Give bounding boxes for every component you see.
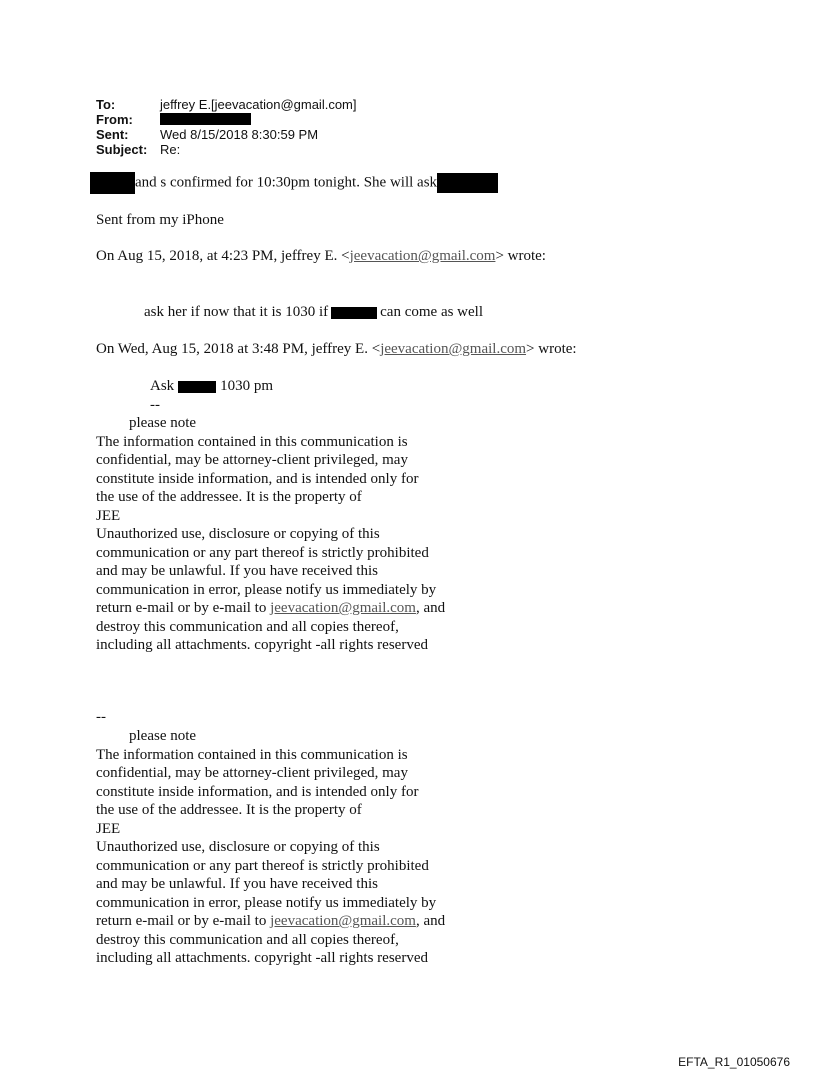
return-text: return e-mail or by e-mail to: [96, 913, 271, 929]
quote-header-2-end: > wrote:: [526, 341, 577, 357]
disclaimer-line: Unauthorized use, disclosure or copying of this: [96, 839, 380, 855]
disclaimer-line: JEE: [96, 507, 121, 524]
disclaimer-line: communication or any part thereof is strictly prohibited: [96, 857, 429, 874]
email-link[interactable]: jeevacation@gmail.com: [270, 600, 416, 616]
quote-header-2-text: On Wed, Aug 15, 2018 at 3:48 PM, jeffrey E. <: [96, 341, 381, 357]
redaction-box: [178, 381, 216, 393]
disclaimer-line: including all attachments. copyright -all rights reserved: [96, 637, 428, 653]
from-label: From:: [96, 112, 133, 127]
signature-separator: --: [150, 397, 160, 413]
quoted-message-1-text: ask her if now that it is 1030 if: [144, 304, 329, 320]
disclaimer-line: communication in error, please notify us immediately by: [96, 894, 437, 911]
disclaimer-title: please note: [129, 728, 197, 744]
disclaimer-line: constitute inside information, and is intended only for: [96, 783, 419, 800]
redaction-box: [331, 307, 377, 319]
disclaimer-return-line: [96, 912, 516, 931]
return-text-end: , and: [415, 913, 446, 929]
signature-separator: --: [96, 709, 106, 725]
quoted-message-2: [150, 377, 273, 396]
disclaimer-line: confidential, may be attorney-client privileged, may: [96, 452, 408, 468]
disclaimer-line: the use of the addressee. It is the property of: [96, 802, 362, 818]
reply-text: and s confirmed for 10:30pm tonight. She will ask: [135, 174, 438, 191]
disclaimer-title: please note: [129, 415, 197, 431]
subject-value: Re:: [160, 142, 181, 157]
disclaimer-line: the use of the addressee. It is the property of: [96, 489, 362, 505]
disclaimer-block-1: [96, 414, 516, 655]
return-text-end: , and: [415, 600, 446, 616]
disclaimer-block-2: [96, 727, 516, 968]
to-row: [96, 97, 357, 112]
disclaimer-line: and may be unlawful. If you have received this: [96, 876, 378, 892]
to-label: To:: [96, 97, 116, 112]
quote-header-1-text: On Aug 15, 2018, at 4:23 PM, jeffrey E. <: [96, 248, 350, 264]
disclaimer-line: communication in error, please notify us immediately by: [96, 581, 437, 598]
disclaimer-line: destroy this communication and all copies thereof,: [96, 931, 399, 948]
quoted-message-2-text: Ask: [150, 378, 175, 394]
disclaimer-line: communication or any part thereof is strictly prohibited: [96, 544, 429, 561]
to-value: jeffrey E.[jeevacation@gmail.com]: [160, 97, 357, 112]
sent-label: Sent:: [96, 127, 129, 142]
quoted-message-1: [144, 303, 483, 322]
subject-row: [96, 142, 357, 157]
disclaimer-line: confidential, may be attorney-client privileged, may: [96, 765, 408, 781]
from-row: [96, 112, 357, 127]
disclaimer-return-line: [96, 599, 516, 618]
disclaimer-line: destroy this communication and all copies thereof,: [96, 618, 399, 635]
signature-line: Sent from my iPhone: [96, 212, 224, 228]
sent-value: Wed 8/15/2018 8:30:59 PM: [160, 127, 319, 142]
quote-header-2: [96, 340, 577, 359]
quote-header-1-end: > wrote:: [495, 248, 546, 264]
redaction-box: [90, 172, 135, 194]
document-id: EFTA_R1_01050676: [678, 1055, 790, 1069]
reply-line: [90, 172, 498, 194]
disclaimer-line: The information contained in this communication is: [96, 746, 408, 763]
redaction-box: [437, 173, 498, 193]
disclaimer-line: and may be unlawful. If you have received this: [96, 563, 378, 579]
quote-header-1: [96, 247, 546, 266]
quoted-message-1-end: can come as well: [380, 304, 484, 320]
disclaimer-line: The information contained in this communication is: [96, 433, 408, 450]
subject-label: Subject:: [96, 142, 148, 157]
email-header: [96, 97, 357, 157]
quoted-message-2-end: 1030 pm: [220, 378, 274, 394]
disclaimer-line: constitute inside information, and is intended only for: [96, 470, 419, 487]
return-text: return e-mail or by e-mail to: [96, 600, 271, 616]
disclaimer-line: including all attachments. copyright -all rights reserved: [96, 950, 428, 966]
disclaimer-line: JEE: [96, 820, 121, 837]
email-link[interactable]: jeevacation@gmail.com: [380, 341, 527, 357]
email-link[interactable]: jeevacation@gmail.com: [349, 248, 496, 264]
sent-row: [96, 127, 357, 142]
disclaimer-line: Unauthorized use, disclosure or copying of this: [96, 526, 380, 542]
redaction-box: [160, 113, 251, 125]
email-link[interactable]: jeevacation@gmail.com: [270, 913, 416, 929]
